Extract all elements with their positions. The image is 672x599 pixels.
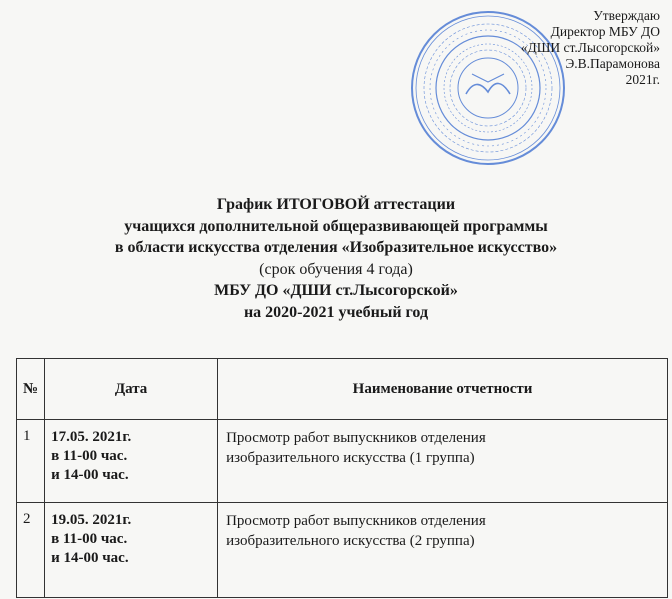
row-date bbox=[45, 503, 218, 598]
approval-block bbox=[521, 8, 660, 88]
table-row bbox=[17, 420, 668, 503]
column-header-date: Дата bbox=[45, 359, 218, 420]
row-report-name-line-2: изобразительного искусства (1 группа) bbox=[226, 450, 475, 466]
row-date-time-2: и 14-00 час. bbox=[51, 467, 129, 483]
row-report-name-line-1: Просмотр работ выпускников отделения bbox=[226, 513, 486, 529]
row-report-name-line-1: Просмотр работ выпускников отделения bbox=[226, 430, 486, 446]
row-report-name bbox=[218, 503, 668, 598]
row-number: 2 bbox=[17, 503, 45, 598]
column-header-number: № bbox=[17, 359, 45, 420]
column-header-name: Наименование отчетности bbox=[218, 359, 668, 420]
row-report-name bbox=[218, 420, 668, 503]
table-row bbox=[17, 503, 668, 598]
row-date-day: 17.05. 2021г. bbox=[51, 429, 132, 445]
row-date bbox=[45, 420, 218, 503]
document-title bbox=[0, 194, 672, 323]
row-report-name-line-2: изобразительного искусства (2 группа) bbox=[226, 533, 475, 549]
report-table bbox=[16, 358, 668, 598]
row-date-time-1: в 11-00 час. bbox=[51, 448, 128, 464]
title-line-3: в области искусства отделения «Изобразительное искусство» bbox=[114, 239, 558, 256]
table-header-row bbox=[17, 359, 668, 420]
row-date-day: 19.05. 2021г. bbox=[51, 512, 132, 528]
row-date-time-1: в 11-00 час. bbox=[51, 531, 128, 547]
title-line-2: учащихся дополнительной общеразвивающей программы bbox=[124, 217, 548, 235]
title-line-1: График ИТОГОВОЙ аттестации bbox=[216, 196, 456, 213]
row-date-time-2: и 14-00 час. bbox=[51, 550, 129, 566]
approval-organization: «ДШИ ст.Лысогорской» bbox=[520, 40, 660, 55]
approval-heading: Утверждаю bbox=[593, 8, 660, 23]
approval-year: 2021г. bbox=[625, 72, 660, 87]
title-line-6: на 2020-2021 учебный год bbox=[243, 303, 429, 321]
approval-position: Директор МБУ ДО bbox=[550, 24, 660, 39]
title-line-4: (срок обучения 4 года) bbox=[259, 260, 413, 278]
title-line-5: МБУ ДО «ДШИ ст.Лысогорской» bbox=[214, 282, 458, 299]
approval-signer: Э.В.Парамонова bbox=[565, 56, 660, 71]
row-number: 1 bbox=[17, 420, 45, 503]
